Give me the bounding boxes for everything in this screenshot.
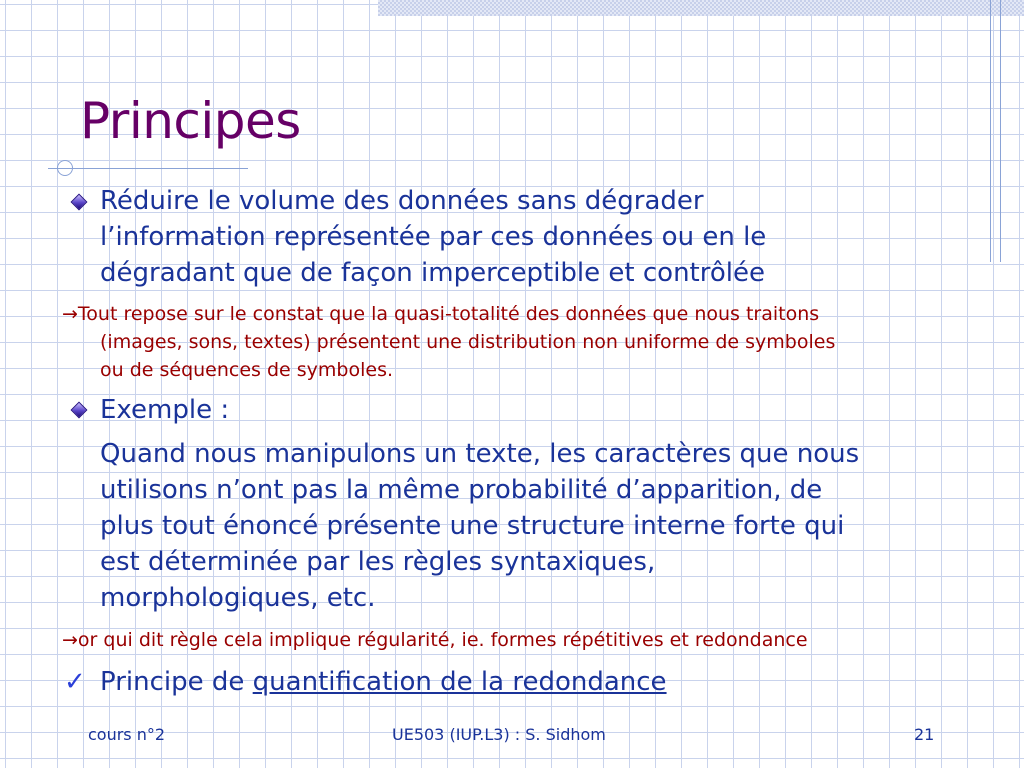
bullet-principe [100,664,667,700]
footer-center: UE503 (IUP.L3) : S. Sidhom [392,725,606,744]
bullet-line: morphologiques, etc. [100,583,376,613]
checkmark-icon: ✓ [64,667,86,697]
bullet-line: Réduire le volume des données sans dégrader [100,186,704,216]
decorative-vertical-line [990,0,991,262]
bullet-line: utilisons n’ont pas la même probabilité d’apparition, de [100,475,823,505]
note-text: Tout repose sur le constat que la quasi-totalité des données que nous traitons [77,303,820,325]
bullet-reduire [100,183,766,291]
bullet-line: Quand nous manipulons un texte, les caractères que nous [100,439,860,469]
decorative-ring-icon [57,160,73,176]
note-regle [62,626,1012,654]
bullet-line: l’information représentée par ces données ou en le [100,222,767,252]
note-line: ou de séquences de symboles. [100,359,394,381]
bullet-text: Principe de [100,667,253,697]
diamond-bullet-icon [71,194,88,211]
arrow-right-icon: → [62,303,78,325]
note-text: or qui dit règle cela implique régularité, ie. formes répétitives et redondance [77,629,808,651]
bullet-label: Exemple : [100,395,230,425]
footer-left: cours n°2 [88,725,166,744]
decorative-top-band [378,0,1024,16]
note-line [62,300,1012,328]
note-line: (images, sons, textes) présentent une distribution non uniforme de symboles [100,331,836,353]
arrow-right-icon: → [62,629,78,651]
page-number: 21 [914,725,935,744]
quantification-link[interactable]: quantification de la redondance [252,667,667,697]
bullet-line: dégradant que de façon imperceptible et contrôlée [100,258,765,288]
diamond-bullet-icon [71,402,88,419]
decorative-vertical-line [1000,0,1001,262]
bullet-line: est déterminée par les règles syntaxiques, [100,547,656,577]
title-underline-rule [48,168,248,169]
note-constat [62,300,1012,384]
bullet-exemple [100,392,859,616]
bullet-line: plus tout énoncé présente une structure interne forte qui [100,511,845,541]
slide-title: Principes [80,92,301,150]
